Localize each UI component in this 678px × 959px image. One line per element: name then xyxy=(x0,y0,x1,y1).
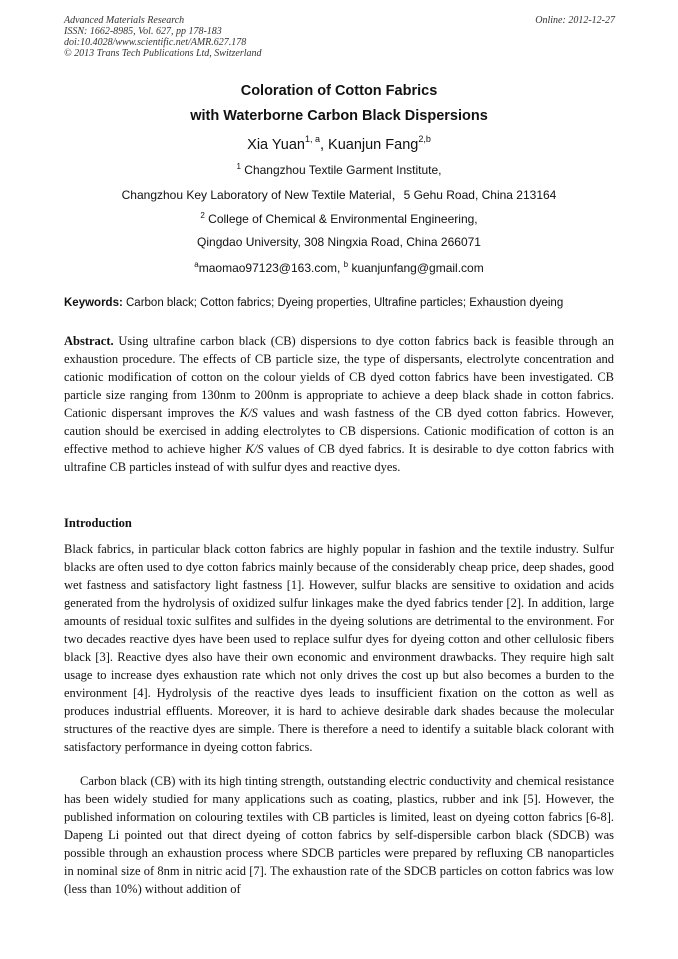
abstract-text: Using ultrafine carbon black (CB) dispersions to dye cotton fabrics back is feasible through an exhaustion procedure. The effects of CB particle size, the type of dispersants, electrolyte concentration and cationic modification of cotton on the colour yields of CB dyed cotton fabrics have been investigated. CB particle size ranging from 130nm to 200nm is appropriate to achieve a deep black shade in cotton fabrics. Cationic dispersant improves the xyxy=(64,334,614,420)
affiliation-2-line-1 xyxy=(0,211,678,226)
affiliation-mark: 1 xyxy=(236,162,241,171)
ks-term: K/S xyxy=(245,442,264,456)
introduction-paragraph-1: Black fabrics, in particular black cotton fabrics are highly popular in fashion and the textile industry. Sulfur blacks are often used to dye cotton fabrics mainly because of the considerably cheap price, deep shades, good wet fastness and satisfactory light fastness [1]. However, sulfur blacks are sensitive to oxidation and acids generated from the hydrolysis of oxidized sulfur linkages make the dyed fabrics tender [2]. In addition, large amounts of residual toxic sulfites and sulfides in the dyeing solutions are detrimental to the environment. For two decades reactive dyes have been used to replace sulfur dyes for dyeing cotton and other cellulosic fibers black [3]. Reactive dyes also have their own economic and environment drawbacks. They require high salt usage to increase dyes exhaustion rate which not only drives the cost up but also becomes a burden to the environment [4]. Hydrolysis of the reactive dyes leads to insufficient fixation on the cotton as well as produces industrial effluents. Moreover, it is hard to achieve desirable dark shades because the molecular structures of the reactive dyes are simple. There is therefore a need to identify a suitable black colorant with satisfactory performance in dyeing cotton fabrics. xyxy=(64,542,614,754)
email-address: maomao97123@163.com, xyxy=(198,261,344,275)
keywords-text: Carbon black; Cotton fabrics; Dyeing properties, Ultrafine particles; Exhaustion dyeing xyxy=(122,297,564,309)
author-name: Xia Yuan xyxy=(247,137,305,153)
ks-term: K/S xyxy=(239,406,258,420)
email-address: kuanjunfang@gmail.com xyxy=(348,261,484,275)
affiliation-text: Changzhou Textile Garment Institute, xyxy=(240,163,442,177)
affiliation-1-line-1 xyxy=(0,162,678,177)
paper-title-line-1: Coloration of Cotton Fabrics xyxy=(240,83,438,99)
abstract-text: values and wash fastness of the CB dyed cotton fabrics. However, caution should be exercised in adding electrolytes to CB dispersions. Cationic modification of cotton is an effective method to achieve higher xyxy=(64,406,615,456)
author-name: Kuanjun Fang xyxy=(328,137,419,153)
author-affiliation-mark: 2,b xyxy=(418,134,431,144)
author-separator: , xyxy=(319,137,329,153)
author-list xyxy=(0,134,678,153)
introduction-heading: Introduction xyxy=(64,516,132,530)
author-emails xyxy=(0,260,678,275)
keywords-label: Keywords: xyxy=(64,297,123,309)
keywords-line xyxy=(64,297,614,309)
paper-title-line-2: with Waterborne Carbon Black Dispersions xyxy=(190,108,488,124)
online-date: Online: 2012-12-27 xyxy=(535,15,615,26)
journal-name: Advanced Materials Research xyxy=(64,15,185,26)
abstract-paragraph xyxy=(64,332,614,476)
abstract-label: Abstract. xyxy=(64,334,114,348)
affiliation-1-line-2: Changzhou Key Laboratory of New Textile Material，5 Gehu Road, China 213164 xyxy=(121,188,557,202)
affiliation-2-line-2: Qingdao University, 308 Ningxia Road, China 266071 xyxy=(197,235,481,249)
journal-header xyxy=(64,15,262,59)
issn-line: ISSN: 1662-8985, Vol. 627, pp 178-183 xyxy=(64,26,222,37)
affiliation-mark: 2 xyxy=(200,211,205,220)
abstract-text: values of CB dyed fabrics. It is desirable to dye cotton fabrics with ultrafine CB particles instead of with sulfur dyes and reactive dyes. xyxy=(64,442,614,474)
introduction-paragraph-2: Carbon black (CB) with its high tinting strength, outstanding electric conductivity and chemical resistance has been widely studied for many applications such as coating, plastics, rubber and ink [5]. However, the published information on colouring textiles with CB particles is limited, least on dyeing cotton fabrics [6-8]. Dapeng Li pointed out that direct dyeing of cotton fabrics by self-dispersible carbon black (SDCB) was possible through an exhaustion process where SDCB particles were prepared by refluxing CB nanoparticles in nominal size of 8nm in nitric acid [7]. The exhaustion rate of the SDCB particles on cotton fabrics was low (less than 10%) without addition of xyxy=(64,774,614,896)
affiliation-text: College of Chemical & Environmental Engineering, xyxy=(204,212,478,226)
email-mark: b xyxy=(343,260,349,269)
author-affiliation-mark: 1, a xyxy=(304,134,320,144)
copyright-line: © 2013 Trans Tech Publications Ltd, Switzerland xyxy=(64,48,262,59)
doi-line: doi:10.4028/www.scientific.net/AMR.627.178 xyxy=(64,37,247,48)
email-mark: a xyxy=(194,260,199,269)
